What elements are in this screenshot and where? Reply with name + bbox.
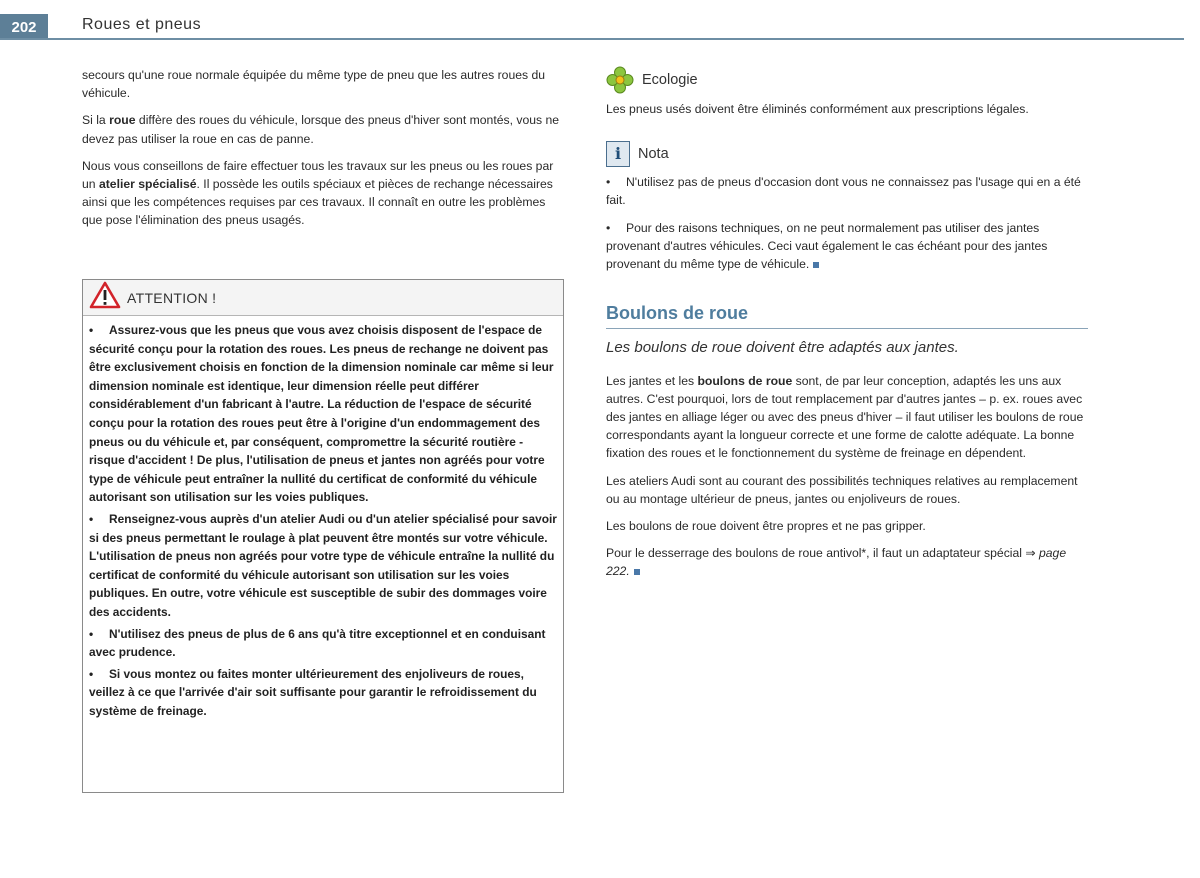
attention-item (89, 665, 557, 721)
boulons-section (606, 304, 1088, 580)
nota-item (606, 173, 1088, 209)
right-column (606, 66, 1088, 590)
bullet: • (89, 666, 94, 681)
text: sont, de par leur conception, adaptés les uns aux autres. C'est pourquoi, lors de tout remplacement par d'autres jantes – p. ex. roues avec des jantes en alliage léger ou avec des pneus d'hiver – il faut utiliser les boulons de roue correspondants ayant la longueur correcte et une forme de calotte adéquate. La bonne fixation des roues et le fonctionnement du système de freinage en dépendent. (606, 373, 1084, 461)
nota-item (606, 219, 1088, 274)
attention-text: Assurez-vous que les pneus que vous avez choisis disposent de l'espace de sécurité conçu pour la rotation des roues. Les pneus de rechange ne doivent pas être exclusivement choisis en fonction de la dimension nominale car même si leur dimension nominale est identique, leur dimension réelle peut différer considérablement d'un fabricant à l'autre. La réduction de l'espace de sécurité conçu pour la rotation des roues peut être à l'origine d'un endommagement des pneus ou du véhicule et, par conséquent, compromettre la sécurité routière - risque d'accident ! De plus, l'utilisation de pneus et jantes non agréés pour votre type de véhicule peut entraîner la nullité du certificat de conformité du véhicule autorisant son utilisation sur les voies publiques. (89, 323, 554, 505)
nota-text: Pour des raisons techniques, on ne peut normalement pas utiliser des jantes provenant d'autres véhicules. Ceci vaut également le cas échéant pour des jantes provenant du même type de véhicule. (606, 220, 1048, 272)
chapter-title: Roues et pneus (82, 16, 202, 33)
ecologie-section (606, 66, 1088, 118)
attention-box (82, 279, 564, 793)
bullet: • (89, 323, 94, 337)
page-reference: page 222. (606, 546, 1067, 579)
section-subtitle: Les boulons de roue doivent être adaptés aux jantes. (606, 339, 959, 357)
text: Pour le desserrage des boulons de roue antivol*, il faut un adaptateur spécial ⇒ (606, 546, 1039, 561)
attention-text: Si vous montez ou faites monter ultérieurement des enjoliveurs de roues, veillez à ce que l'arrivée d'air soit suffisante pour garantir le refroidissement du système de freinage. (89, 666, 537, 718)
attention-body (83, 316, 563, 720)
nota-section (606, 141, 1088, 273)
paragraph: Les ateliers Audi sont au courant des possibilités techniques relatives au remplacement ou au montage ultérieur de pneus, jantes ou enjoliveurs de roues. (606, 473, 1078, 506)
paragraph (606, 544, 1088, 580)
bullet: • (606, 220, 611, 235)
bullet: • (606, 175, 611, 190)
paragraph: secours qu'une roue normale équipée du même type de pneu que les autres roues du véhicule. (82, 68, 546, 101)
bold-term: atelier spécialisé (98, 177, 197, 192)
text: diffère des roues du véhicule, lorsque des pneus d'hiver sont montés, vous ne devez pas utiliser la roue en cas de panne. (82, 113, 560, 146)
attention-item (89, 510, 557, 622)
attention-title: ATTENTION ! (127, 289, 217, 306)
end-mark-icon (634, 569, 640, 575)
attention-text: N'utilisez des pneus de plus de 6 ans qu'à titre exceptionnel et en conduisant avec prudence. (89, 626, 546, 660)
attention-item (89, 625, 557, 662)
info-icon: i (606, 141, 630, 167)
paragraph (82, 157, 560, 230)
section-label: Nota (638, 146, 669, 163)
section-heading: Boulons de roue (606, 303, 749, 324)
attention-header (83, 280, 563, 316)
nota-title (606, 141, 1088, 167)
flower-icon (606, 66, 634, 94)
header-rule (0, 38, 1184, 40)
text: Si la (82, 113, 110, 128)
text: Nous vous conseillons de faire effectuer tous les travaux sur les pneus ou les roues par un (82, 158, 554, 192)
heading-rule (606, 328, 1088, 329)
paragraph: Les pneus usés doivent être éliminés conformément aux prescriptions légales. (606, 102, 1029, 116)
bullet: • (89, 626, 94, 641)
paragraph: Les boulons de roue doivent être propres et ne pas gripper. (606, 519, 926, 534)
attention-text: Renseignez-vous auprès d'un atelier Audi ou d'un atelier spécialisé pour savoir si des pneus permettant le roulage à plat peuvent être montés sur votre véhicule. L'utilisation de pneus non agréés pour votre type de véhicule entraîne la nullité du certificat de conformité du véhicule autorisant son utilisation sur les voies publiques. En outre, votre véhicule est susceptible de subir des dommages voire des accidents. (89, 511, 557, 619)
paragraph (82, 111, 560, 147)
bullet: • (89, 511, 94, 526)
bold-term: boulons de roue (697, 373, 793, 388)
left-column (82, 66, 560, 239)
warning-icon (89, 281, 121, 314)
paragraph (606, 372, 1088, 463)
end-mark-icon (813, 262, 819, 268)
page-number: 202 (0, 14, 48, 40)
text: . Il possède les outils spéciaux et pièces de rechange nécessaires ainsi que les compétences requises par ces travaux. Il connaît en outre les problèmes que pose l'élimination des pneus usagés. (82, 177, 553, 228)
section-label: Ecologie (642, 71, 698, 88)
nota-text: N'utilisez pas de pneus d'occasion dont vous ne connaissez pas l'usage qui en a été fait. (606, 175, 1081, 208)
text: Les jantes et les (606, 373, 698, 388)
bold-term: roue (109, 113, 136, 128)
attention-item (89, 321, 557, 507)
ecologie-title (606, 66, 1088, 94)
